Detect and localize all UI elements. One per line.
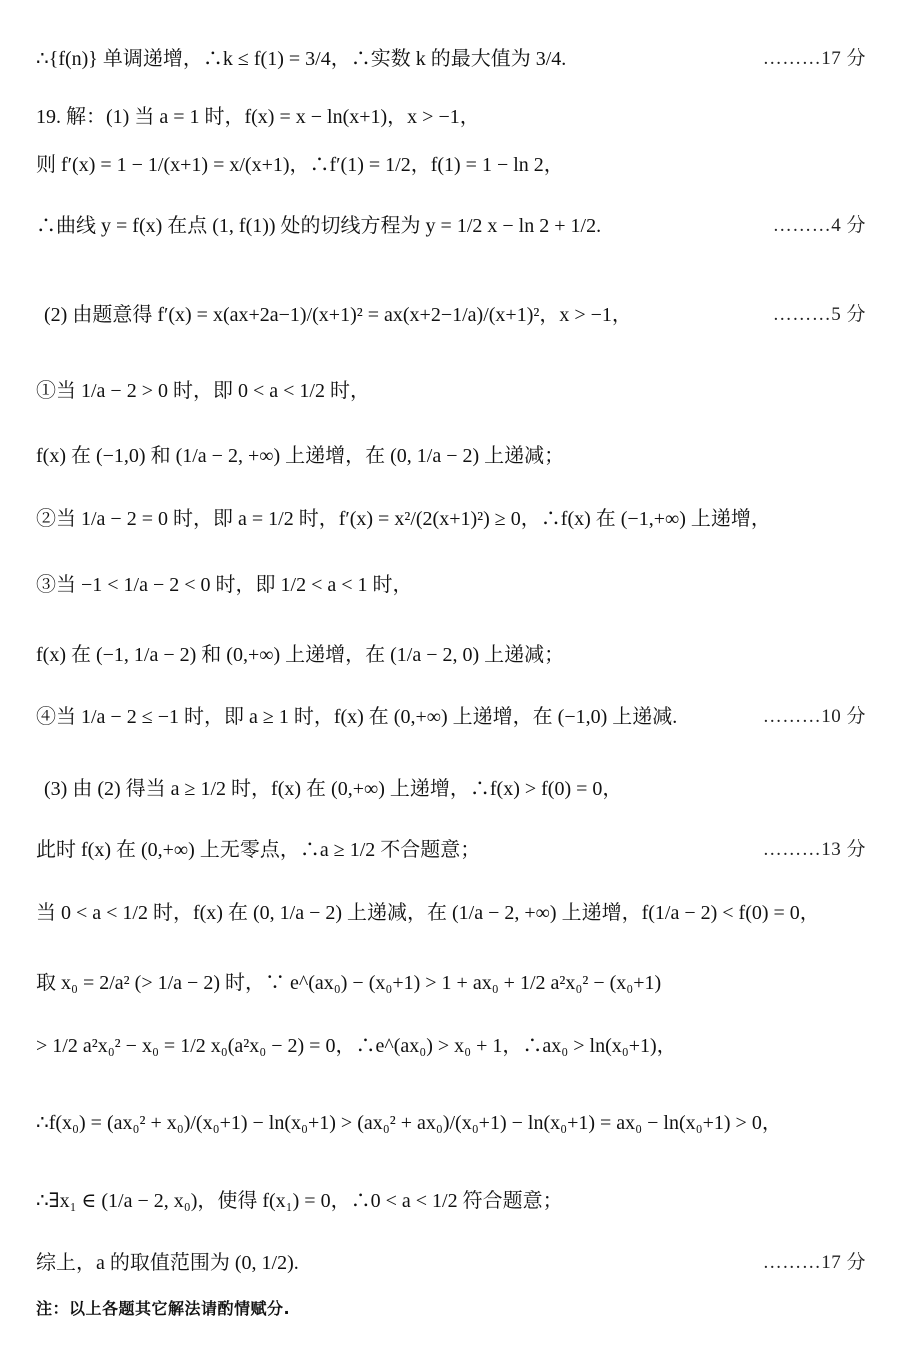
line-4-score: ………4 分 [772,214,866,236]
line-11-text: ④当 1/a − 2 ≤ −1 时，即 a ≥ 1 时，f(x) 在 (0,+∞) 上递增，在 (−1,0) 上递减. [36,705,678,728]
line-9-text: ③当 −1 < 1/a − 2 < 0 时，即 1/2 < a < 1 时， [36,573,413,596]
line-19-text: 综上，a 的取值范围为 (0, 1/2). [36,1251,299,1274]
line-12-text: (3) 由 (2) 得当 a ≥ 1/2 时，f(x) 在 (0,+∞) 上递增，∴f(x) > f(0) = 0， [44,777,623,800]
line-1 [0,26,900,86]
line-8-text: ②当 1/a − 2 = 0 时，即 a = 1/2 时，f′(x) = x²/(2(x+1)²) ≥ 0，∴f(x) 在 (−1,+∞) 上递增， [36,507,771,530]
line-17 [0,1090,900,1150]
line-13 [0,817,900,877]
line-19 [0,1230,900,1290]
line-4-text: ∴曲线 y = f(x) 在点 (1, f(1)) 处的切线方程为 y = 1/2 x − ln 2 + 1/2. [36,214,602,237]
line-5-text: (2) 由题意得 f′(x) = x(ax+2a−1)/(x+1)² = ax(x+2−1/a)/(x+1)²，x > −1， [44,303,632,326]
line-2-text: 19. 解：(1) 当 a = 1 时，f(x) = x − ln(x+1)，x > −1， [36,105,480,128]
line-18-text: ∴∃x₁ ∈ (1/a − 2, x₀)，使得 f(x₁) = 0，∴0 < a < 1/2 符合题意； [36,1189,563,1212]
line-5 [0,282,900,342]
line-19-score: ………17 分 [762,1251,866,1273]
line-14-text: 当 0 < a < 1/2 时，f(x) 在 (0, 1/a − 2) 上递减，在 (1/a − 2, +∞) 上递增，f(1/a − 2) < f(0) = 0， [36,901,820,924]
footnote: 注：以上各题其它解法请酌情赋分. [36,1299,291,1318]
line-11 [0,684,900,744]
line-7-text: f(x) 在 (−1,0) 和 (1/a − 2, +∞) 上递增，在 (0, 1/a − 2) 上递减； [36,444,565,467]
line-7 [0,423,900,483]
line-6 [0,358,900,418]
line-12 [0,756,900,816]
line-1-score: ………17 分 [762,47,866,69]
line-3-text: 则 f′(x) = 1 − 1/(x+1) = x/(x+1)，∴f′(1) = 1/2，f(1) = 1 − ln 2， [36,153,564,176]
line-11-score: ………10 分 [762,705,866,727]
line-18 [0,1168,900,1228]
line-16-text: > 1/2 a²x₀² − x₀ = 1/2 x₀(a²x₀ − 2) = 0，∴e^(ax₀) > x₀ + 1，∴ax₀ > ln(x₀+1)， [36,1034,677,1057]
line-17-text: ∴f(x₀) = (ax₀² + x₀)/(x₀+1) − ln(x₀+1) > (ax₀² + ax₀)/(x₀+1) − ln(x₀+1) = ax₀ − ln(x₀+1) > 0， [36,1111,782,1134]
line-10-text: f(x) 在 (−1, 1/a − 2) 和 (0,+∞) 上递增，在 (1/a − 2, 0) 上递减； [36,643,565,666]
line-6-text: ①当 1/a − 2 > 0 时，即 0 < a < 1/2 时， [36,379,370,402]
line-5-score: ………5 分 [772,303,866,325]
line-4 [0,193,900,253]
line-14 [0,880,900,940]
line-10 [0,622,900,682]
line-13-text: 此时 f(x) 在 (0,+∞) 上无零点，∴a ≥ 1/2 不合题意； [36,838,481,861]
line-8 [0,486,900,546]
line-13-score: ………13 分 [762,838,866,860]
line-15-text: 取 x₀ = 2/a² (> 1/a − 2) 时，∵ e^(ax₀) − (x₀+1) > 1 + ax₀ + 1/2 a²x₀² − (x₀+1) [36,971,662,994]
line-3 [0,132,900,192]
line-15 [0,950,900,1010]
line-16 [0,1013,900,1073]
line-9 [0,552,900,612]
line-1-text: ∴{f(n)} 单调递增，∴k ≤ f(1) = 3/4，∴实数 k 的最大值为 3/4. [36,47,567,70]
